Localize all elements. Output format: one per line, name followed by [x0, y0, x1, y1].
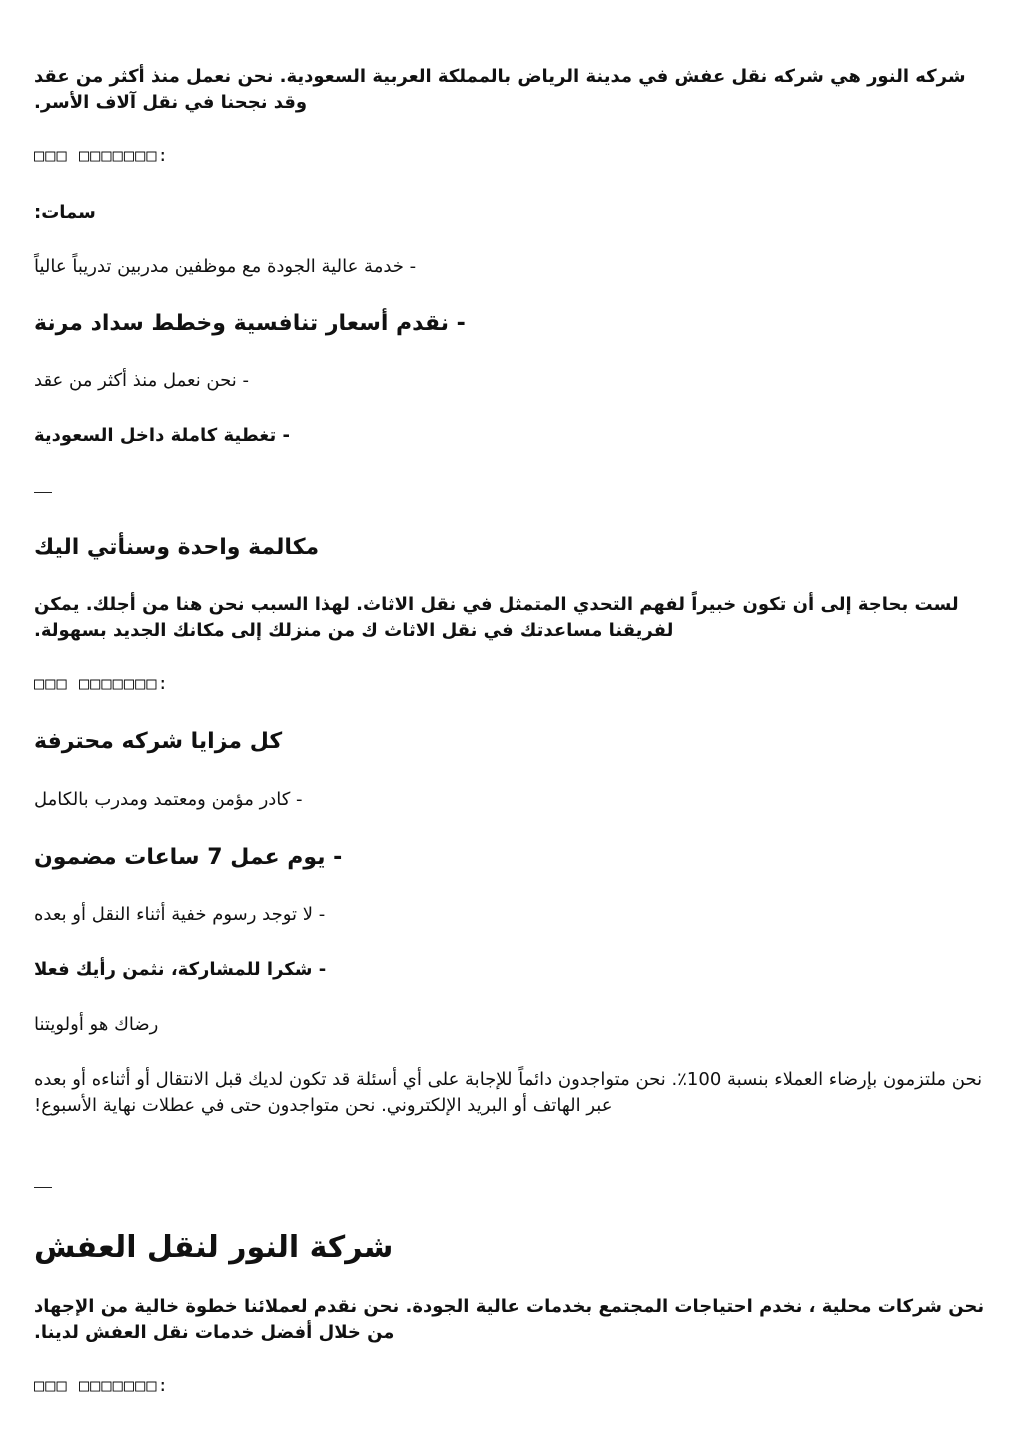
advantage-item-heading: - يوم عمل 7 ساعات مضمون: [34, 845, 343, 870]
company-paragraph: نحن شركات محلية ، نخدم احتياجات المجتمع بخدمات عالية الجودة. نحن نقدم لعملائنا خطوة خالية من الإجهاد من خلال أفضل خدمات نقل العفش لدينا.: [34, 1296, 985, 1343]
feature-item-heading: - نقدم أسعار تنافسية وخطط سداد مرنة: [34, 311, 466, 336]
feature-item: - نحن نعمل منذ أكثر من عقد: [34, 370, 249, 391]
missing-glyph-label: □□□ □□□□□□□:: [34, 1376, 169, 1396]
company-title: شركة النور لنقل العفش: [34, 1230, 394, 1265]
advantage-item: - كادر مؤمن ومعتمد ومدرب بالكامل: [34, 789, 303, 810]
call-heading: مكالمة واحدة وسنأتي اليك: [34, 535, 320, 560]
advantage-item: - شكرا للمشاركة، نثمن رأيك فعلا: [34, 959, 327, 980]
section-divider: [34, 492, 52, 493]
missing-glyph-label: □□□ □□□□□□□:: [34, 146, 169, 166]
advantages-heading: كل مزايا شركه محترفة: [34, 729, 283, 754]
missing-glyph-label: □□□ □□□□□□□:: [34, 674, 169, 694]
satisfaction-heading: رضاك هو أولويتنا: [34, 1014, 159, 1035]
call-paragraph: لست بحاجة إلى أن تكون خبيراً لفهم التحدي المتمثل في نقل الاثاث. لهذا السبب نحن هنا من أجلك. يمكن لفريقنا مساعدتك في نقل الاثاث ك من منزلك إلى مكانك الجديد بسهولة.: [34, 594, 959, 641]
intro-paragraph: شركه النور هي شركه نقل عفش في مدينة الرياض بالمملكة العربية السعودية. نحن نعمل منذ أكثر من عقد وقد نجحنا في نقل آلاف الأسر.: [34, 66, 966, 113]
feature-item: - خدمة عالية الجودة مع موظفين مدربين تدريباً عالياً: [34, 256, 417, 277]
feature-item: - تغطية كاملة داخل السعودية: [34, 425, 290, 446]
section-divider: [34, 1187, 52, 1188]
features-heading: سمات:: [34, 202, 96, 223]
satisfaction-paragraph: نحن ملتزمون بإرضاء العملاء بنسبة 100٪. نحن متواجدون دائماً للإجابة على أي أسئلة قد تكون لديك قبل الانتقال أو أثناءه أو بعده عبر الهاتف أو البريد الإلكتروني. نحن متواجدون حتى في عطلات نهاية الأسبوع!: [34, 1069, 983, 1116]
advantage-item: - لا توجد رسوم خفية أثناء النقل أو بعده: [34, 904, 326, 925]
